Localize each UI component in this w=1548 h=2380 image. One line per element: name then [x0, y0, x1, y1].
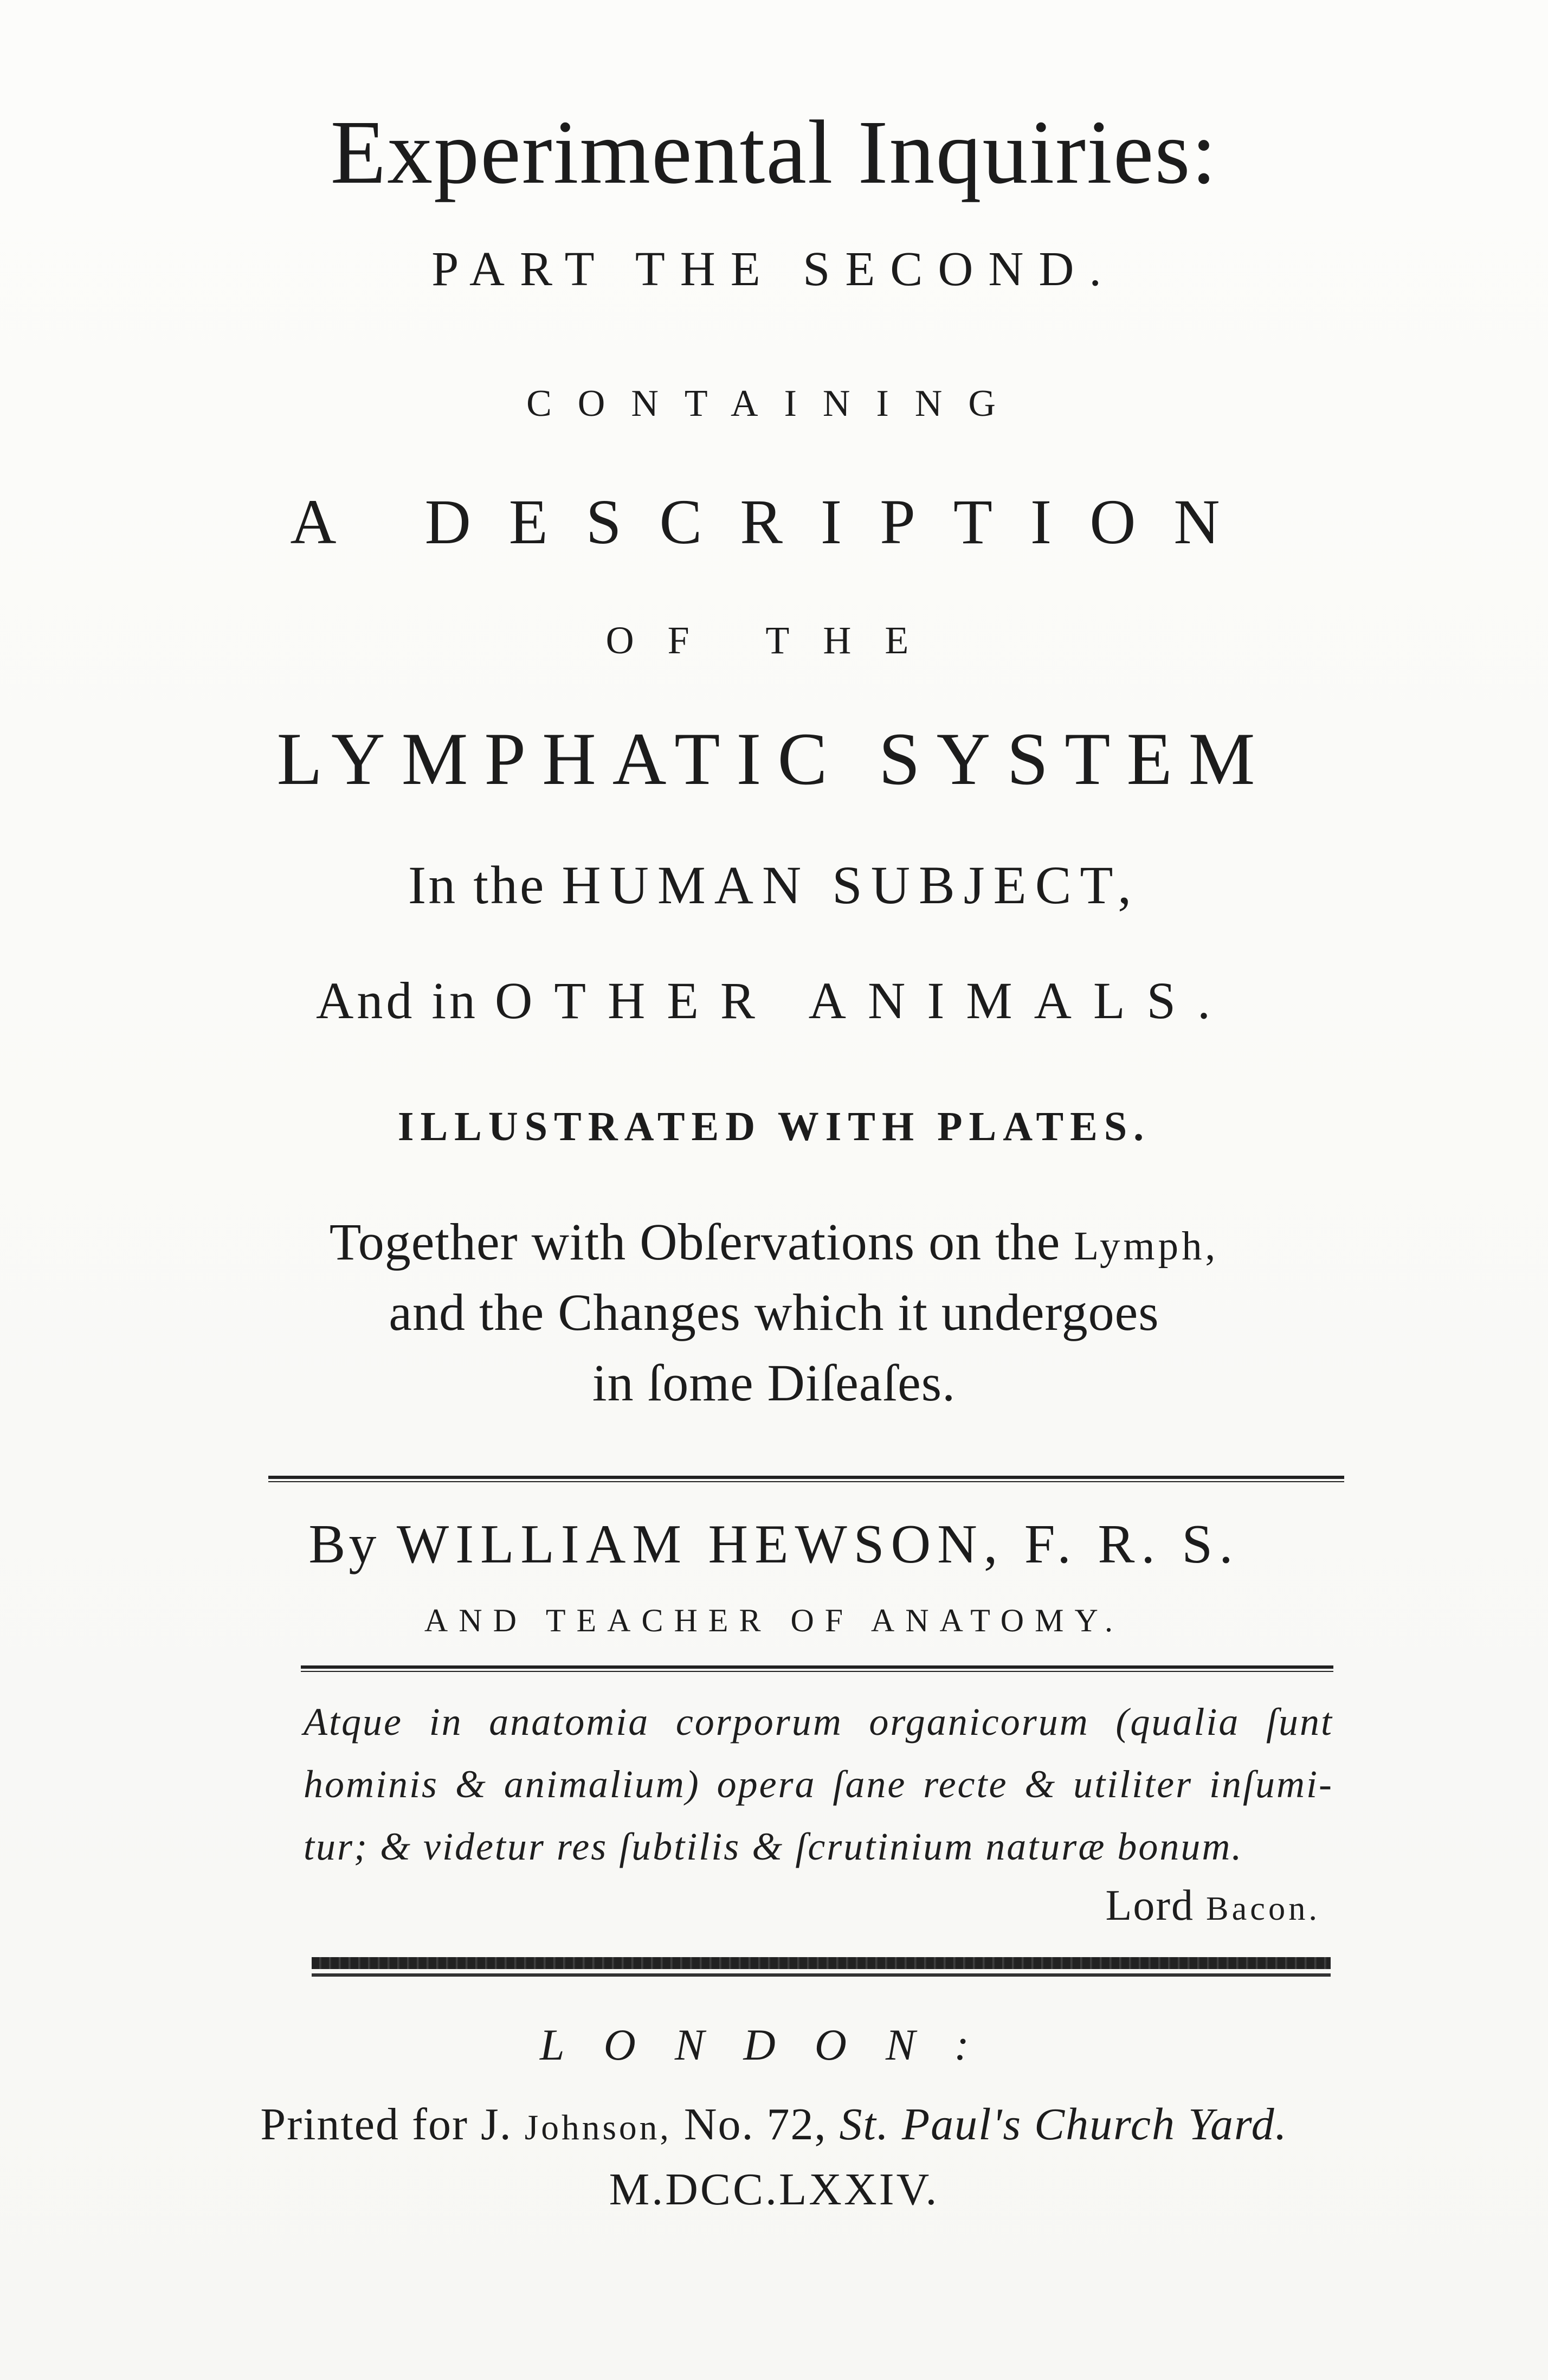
author-title: AND TEACHER OF ANATOMY.	[424, 1603, 1124, 1638]
observations-lymph: Lymph,	[1074, 1224, 1219, 1269]
lymphatic-system-heading: LYMPHATIC SYSTEM	[276, 717, 1272, 800]
observations-line-2: and the Changes which it undergoes	[389, 1283, 1159, 1341]
part-heading: PART THE SECOND.	[431, 242, 1117, 296]
attribution-prefix: Lord	[1105, 1882, 1206, 1929]
animals-line-prefix: And in	[315, 972, 495, 1030]
byline-by: By	[308, 1514, 397, 1575]
observations-line-1	[0, 1212, 1548, 1272]
epigraph-line-2: hominis & animalium) opera ſane recte & utiliter inſumi-	[304, 1763, 1333, 1806]
human-line-prefix: In the	[408, 855, 562, 915]
description-heading: A DESCRIPTION	[290, 486, 1258, 557]
divider-rule-thin	[301, 1671, 1333, 1672]
of-the-heading: OF THE	[605, 619, 943, 662]
epigraph-attribution	[1105, 1881, 1320, 1931]
divider-rule	[301, 1665, 1333, 1669]
printer-name: Johnson,	[524, 2108, 672, 2147]
imprint-printer	[0, 2098, 1548, 2151]
other-animals-line	[0, 970, 1548, 1031]
ornamental-rule-thin	[312, 1973, 1331, 1977]
observations-line-3: in ſome Diſeaſes.	[592, 1354, 956, 1412]
illustrated-with-plates: ILLUSTRATED WITH PLATES.	[397, 1104, 1151, 1149]
divider-rule-thin	[268, 1481, 1344, 1482]
printer-address-place: St. Paul's Church Yard.	[839, 2099, 1288, 2150]
printed-prefix: Printed for J.	[260, 2099, 525, 2150]
ornamental-rule	[312, 1957, 1331, 1969]
author-byline	[0, 1513, 1548, 1576]
imprint-year: M.DCC.LXXIV.	[609, 2164, 939, 2215]
imprint-city: LONDON:	[540, 2020, 1008, 2069]
epigraph-line-1: Atque in anatomia corporum organicorum (qualia ſunt	[304, 1700, 1333, 1744]
book-title: Experimental Inquiries:	[330, 102, 1218, 203]
epigraph-line-3: tur; & videtur res ſubtilis & ſcrutinium naturæ bonum.	[304, 1825, 1243, 1868]
human-subject-line	[0, 854, 1548, 916]
human-line-caps: HUMAN SUBJECT,	[562, 855, 1140, 915]
divider-rule	[268, 1476, 1344, 1479]
animals-line-caps: OTHER ANIMALS.	[494, 972, 1232, 1030]
printer-address: No. 72,	[671, 2099, 840, 2150]
observations-line-1-text: Together with Obſervations on the	[329, 1213, 1074, 1271]
containing-heading: CONTAINING	[526, 383, 1022, 424]
author-name: WILLIAM HEWSON, F. R. S.	[396, 1514, 1240, 1575]
attribution-name: Bacon.	[1206, 1890, 1320, 1927]
